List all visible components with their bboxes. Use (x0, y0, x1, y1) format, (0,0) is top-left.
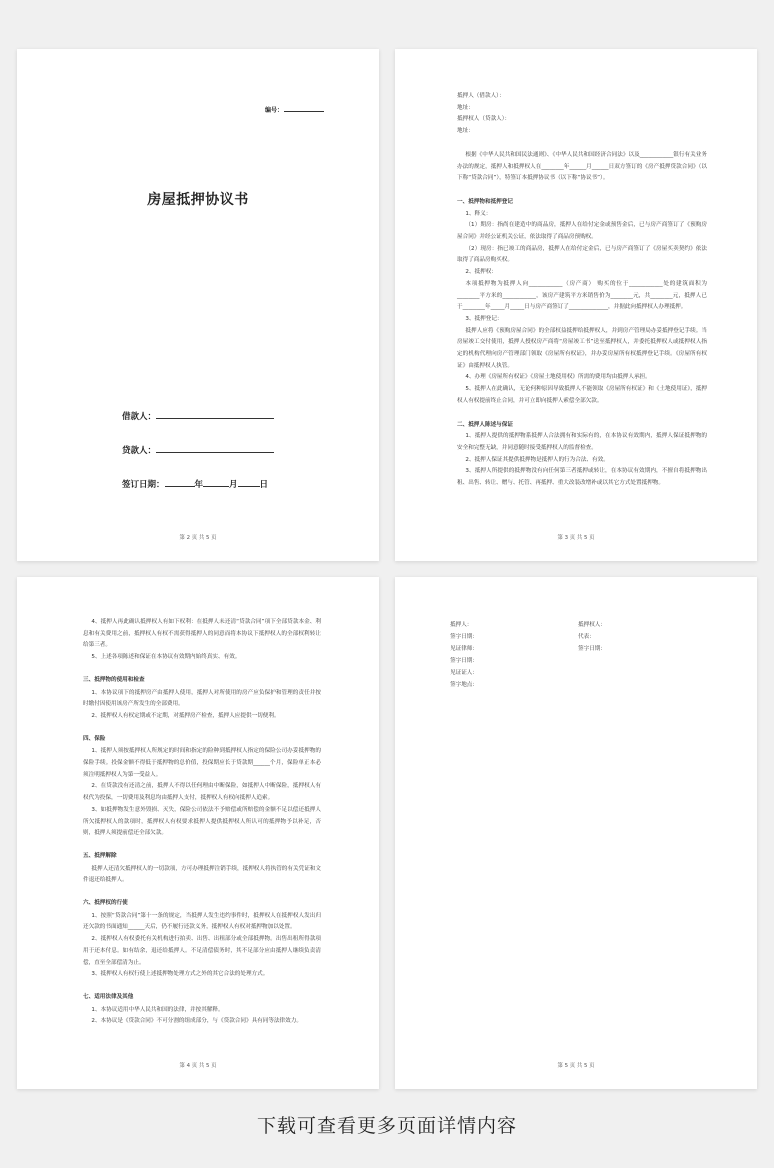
signature-label: 抵押人： (450, 622, 473, 628)
clause-paragraph: 1、释义： (465, 210, 492, 217)
party-line: 地址： (457, 128, 474, 135)
clause-paragraph: 3、抵押登记： (465, 315, 503, 322)
page-footer: 第 3 页 共 5 页 (557, 535, 595, 541)
clause-paragraph: 4、办理《房屋所有权证》《房屋土地使用权》所需的费用均由抵押人承担。 (465, 374, 651, 381)
borrower-field: 借款人： (122, 409, 274, 422)
clause-paragraph: 2、本协议是《贷款合同》不可分割的组成部分，与《贷款合同》具有同等法律效力。 (91, 1018, 302, 1025)
signature-label: 签字日期： (578, 646, 606, 653)
clause-paragraph: 5、抵押人在此确认，无论何种原因导致抵押人不能领取《房屋所有权证》和《土地使用证》，抵押权人有权提前终止合同，并可立即向抵押人索偿全部欠款。 (457, 386, 707, 404)
signature-left-column (450, 619, 478, 692)
signature-label: 签字日期： (450, 634, 478, 641)
clause-paragraph: 4、抵押人再此确认抵押权人有如下权利：在抵押人未还清“贷款合同”项下全部贷款本金、利息和有关费用之前，抵押权人有权不需获得抵押人的同意而将本协议下抵押权人的全部权利转让给第三者。 (83, 619, 321, 649)
signature-label: 见证律师： (450, 646, 478, 653)
download-caption: 下载可查看更多页面详情内容 (256, 1115, 517, 1137)
clause-paragraph: （1）期房：指尚在建造中的商品房，抵押人在给付定金或预售金后，已与房产商签订了《预购房屋合同》并经公证机关公证，依法取得了商品房预购权。 (457, 222, 707, 241)
signature-label: 见证证人： (450, 670, 478, 677)
clause-paragraph: 2、抵押权人有权定期或不定期，对抵押房产检查，抵押人应提供一切便利。 (91, 712, 280, 719)
clause-paragraph: 1、本协议适用中华人民共和国的法律，并按其解释。 (91, 1006, 224, 1013)
section-heading: 六、抵押权的行使 (83, 900, 128, 907)
party-line: 抵押人（借款人）： (457, 93, 505, 99)
section-heading: 三、抵押物的使用和检查 (83, 676, 145, 683)
clause-paragraph: 抵押人应将《预购房屋合同》的全部权益抵押给抵押权人，并到房产管理局办妥抵押登记手续。当房屋竣工交付使用，抵押人授权房产商将“房屋竣工书”送至抵押权人，并委托抵押权人或抵押权人指定的机构代理向房产管理部门领取《房屋所有权证》，并办妥房屋所有权抵押登记手续。《房屋所有权证》由抵押权人执管。 (457, 327, 707, 369)
clause-paragraph: 5、上述各项陈述和保证在本协议有效期内始终真实、有效。 (91, 654, 241, 661)
page-footer: 第 4 页 共 5 页 (179, 1063, 217, 1069)
clause-paragraph: 1、抵押人提供的抵押物系抵押人合法拥有和实际有的，在本协议有效期内，抵押人保证抵押物的安全和完整无缺，并同意随时接受抵押权人的监督检查。 (457, 433, 707, 451)
signature-label: 代表： (578, 634, 595, 641)
signing-date-field: 签订日期： 年 月 日 (122, 477, 268, 490)
page-footer: 第 2 页 共 5 页 (179, 535, 217, 541)
clause-paragraph: 抵押人还清欠抵押权人的一切款项，方可办理抵押注销手续，抵押权人将执管的有关凭证和文件退还给抵押人。 (83, 865, 321, 884)
signature-right-column (578, 619, 606, 655)
clause-paragraph: 2、抵押权人有权委托有关机构进行拍卖、出售、出租部分或全部抵押物。出售出租所得款项用于还本付息。如有结余，退还给抵押人。不足清偿债务时，其不足部分应由抵押人继续负责清偿，直至全部偿清为止。 (83, 936, 321, 966)
document-number: 编号： (265, 104, 324, 114)
page-footer: 第 5 页 共 5 页 (557, 1063, 595, 1069)
party-line: 地址： (457, 104, 474, 111)
signature-page (395, 577, 757, 1089)
clause-paragraph: 3、抵押人所提供的抵押物没有向任何第三者抵押或转让，在本协议有效期内，不擅自将抵押物出租、出售、转让、赠与、托管、再抵押、重大改装改增补或以其它方式处置抵押物。 (457, 468, 707, 487)
clause-paragraph: 2、在贷款没有还清之前，抵押人不得以任何理由中断保险，如抵押人中断保险，抵押权人有权代为投保，一切费用及利息均由抵押人支付，抵押权人有权向抵押人追索。 (83, 783, 321, 802)
section-heading: 一、抵押物和抵押登记 (457, 198, 513, 205)
agreement-page-4 (17, 577, 379, 1089)
clause-paragraph: 1、本协议项下的抵押房产由抵押人使用，抵押人对所使用的房产应负保护和管理的责任并按时缴付因使用该房产所发生的全部费用。 (83, 689, 321, 708)
clause-paragraph: 1、按照“贷款合同”第十一条的规定，当抵押人发生违约事件时，抵押权人在抵押权人发出归还欠款的书面通知______天后，仍不履行还款义务，抵押权人有权对抵押物加以处置。 (83, 912, 321, 931)
intro-paragraph: 根据《中华人民共和国民法通则》、《中华人民共和国经济合同法》以及____________银行有关业务办法的规定，抵押人和抵押权人在________年______月______日双方签订的《房产抵押贷款合同》（以下称“贷款合同”），特签订本抵押协议书（以下称“协议书”）。 (457, 151, 707, 182)
cover-page (17, 49, 379, 561)
clause-paragraph: 2、抵押人保证其提供抵押物是抵押人的行为合法、有效。 (465, 456, 609, 463)
clause-paragraph: 1、抵押人须按抵押权人所规定的时间和指定的险种到抵押权人指定的保险公司办妥抵押物的保险手续。投保金额不得低于抵押物的总价值，投保期应长于贷款期______个月，保险单正本必须注明抵押权人为第一受益人。 (83, 748, 321, 778)
section-heading: 四、保险 (83, 735, 106, 742)
signature-label: 签字日期： (450, 658, 478, 665)
signature-label: 抵押权人： (578, 622, 606, 628)
clause-paragraph: 3、抵押权人有权行使上述抵押物处理方式之外的其它合法的处理方式。 (91, 971, 269, 978)
section-heading: 七、适用法律及其他 (83, 993, 134, 1000)
section-heading: 二、抵押人陈述与保证 (457, 421, 513, 428)
party-line: 抵押权人（贷款人）： (457, 116, 511, 123)
clause-paragraph: 2、抵押权： (465, 269, 497, 276)
document-title: 房屋抵押协议书 (147, 192, 249, 208)
section-heading: 五、抵押解除 (83, 852, 117, 859)
agreement-page-3 (395, 49, 757, 561)
clause-paragraph: 本项抵押物为抵押人向____________（房产商） 购买的位于____________处的建筑面积为________平方米的____________，该房产建筑平方米销售价为________元，共________元，抵押人已于________年_____月_____日与房产商签订了______________，并据此向抵押权人办理抵押。 (457, 280, 707, 311)
clause-paragraph: （2）现房：指已竣工的商品房，抵押人在给付定金后，已与房产商签订了《房屋买卖契约》依法取得了商品房购买权。 (457, 245, 707, 264)
signature-label: 签字地点： (450, 682, 478, 689)
lender-field: 贷款人： (122, 443, 274, 456)
clause-paragraph: 3、如抵押物发生意外毁损、灭失，保险公司依法不予赔偿或所赔偿的金额不足以偿还抵押人所欠抵押权人的款项时，抵押权人有权要求抵押人提供抵押权人所认可的抵押物予以补足，否则，抵押人须提前偿还全部欠款。 (83, 806, 321, 837)
